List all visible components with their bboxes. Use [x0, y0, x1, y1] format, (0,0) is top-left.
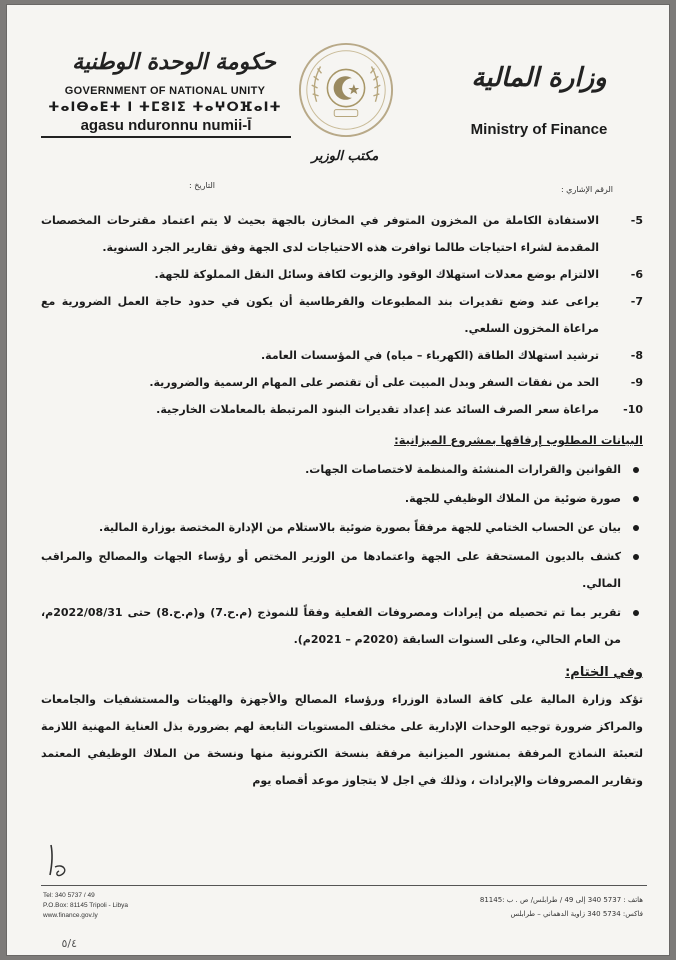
- closing-paragraph: تؤكد وزارة المالية على كافة السادة الوزراء ورؤساء المصالح والأجهزة والهيئات والمستشفيات والجامعات والمراكز ضرورة توجيه الوحدات الإدارية على مختلف المستويات التابعة لهم بضرورة بذل العناية المهنية اللازمة لتعبئة النماذج المرفقة بمنشور الميزانية مرفقة بنسخة الكترونية منها ونسخة من الملاك الوظيفي المعتمد وتقارير المصروفات والإيرادات ، وذلك في اجل لا يتجاوز موعد أقصاه يوم: [41, 693, 643, 787]
- bullet-item: صورة ضوئية من الملاك الوظيفي للجهة.: [41, 485, 643, 512]
- bullet-item: بيان عن الحساب الختامي للجهة مرفقاً بصورة ضوئية بالاستلام من الإدارة المختصة بوزارة المالية.: [41, 514, 643, 541]
- footer-contact-arabic: هاتف : 5737 340 إلى 49 / طرابلس/ ص . ب :81145 فاكس: 5734 340 زاوية الدهماني – طرابلس: [479, 896, 643, 918]
- ministry-name-english: Ministry of Finance: [470, 121, 608, 138]
- government-name-english: GOVERNMENT OF NATIONAL UNITY: [64, 85, 266, 97]
- letter-body: [41, 207, 643, 794]
- list-item: 8- ترشيد استهلاك الطاقة (الكهرباء – مياه) في المؤسسات العامة.: [260, 349, 643, 362]
- state-emblem-icon: [297, 41, 395, 139]
- list-item: 10- مراعاة سعر الصرف السائد عند إعداد تقديرات البنود المرتبطة بالمعاملات الخارجية.: [156, 403, 643, 416]
- list-item: 6- الالتزام بوضع معدلات استهلاك الوقود والزيوت لكافة وسائل النقل المملوكة للجهة.: [154, 268, 643, 281]
- government-name-arabic: حكومة الوحدة الوطنية: [72, 49, 276, 75]
- bullet-icon: [633, 496, 639, 502]
- footer-contact-english: Tel: 340 5737 / 49 P.O.Box: 81145 Tripoli - Libya www.finance.gov.ly: [43, 892, 129, 919]
- bullet-icon: [633, 610, 639, 616]
- government-name-tifinagh: ⵜⴰⵏⴱⴰⴹⵜ ⵏ ⵜⵎⵓⵏⵉ ⵜⴰⵖⵔⴼⴰⵏⵜ: [48, 100, 282, 115]
- bullet-icon: [633, 467, 639, 473]
- header-rule: [41, 136, 291, 138]
- bullet-icon: [633, 554, 639, 560]
- bullet-icon: [633, 525, 639, 531]
- page-number: ٥/٤: [61, 937, 77, 950]
- bullet-item: القوانين والقرارات المنشئة والمنظمة لاختصاصات الجهات.: [41, 456, 643, 483]
- bullet-item: تقرير بما تم تحصيله من إيرادات ومصروفات الفعلية وفقاً للنموذج (م.ح.7) و(م.ح.8) حتى 2022/08/31م، من العام الحالي، وعلى السنوات السابقة (2020م – 2021م).: [41, 599, 643, 653]
- date-label: التاريخ :: [188, 181, 215, 190]
- bullet-item: كشف بالديون المستحقة على الجهة واعتمادها من الوزير المختص أو رؤساء الجهات والمصالح والمراقب المالي.: [41, 543, 643, 597]
- ministry-name-arabic: وزارة المالية: [471, 63, 607, 93]
- document-page: [6, 4, 670, 956]
- handwritten-mark-icon: [41, 841, 75, 881]
- government-name-amazigh: agasu nduronnu numii-Ī: [80, 117, 252, 134]
- attachments-heading: البيانات المطلوب إرفاقها بمشروع الميزانية:: [394, 433, 643, 447]
- list-item: 5- الاستفادة الكاملة من المخزون المتوفر في المخازن بالجهة بحيث لا يتم اعتماد مقترحات المخصصات المقدمة لشراء احتياجات طالما توافرت هذه الاحتياجات لدى الجهة وفق تقارير الجرد السنوية.: [41, 214, 643, 254]
- list-item: 9- الحد من نفقات السفر وبدل المبيت على أن تقتصر على المهام الرسمية والضرورية.: [149, 376, 643, 389]
- minister-office-label: مكتب الوزير: [311, 149, 379, 164]
- footer-rule: [41, 885, 647, 886]
- list-item: 7- يراعى عند وضع تقديرات بند المطبوعات والقرطاسية أن يكون في حدود حاجة العمل الضرورية مع مراعاة المخزون السلعي.: [41, 295, 643, 335]
- closing-heading: وفي الختام:: [565, 665, 643, 680]
- reference-number-label: الرقم الإشاري :: [560, 185, 613, 194]
